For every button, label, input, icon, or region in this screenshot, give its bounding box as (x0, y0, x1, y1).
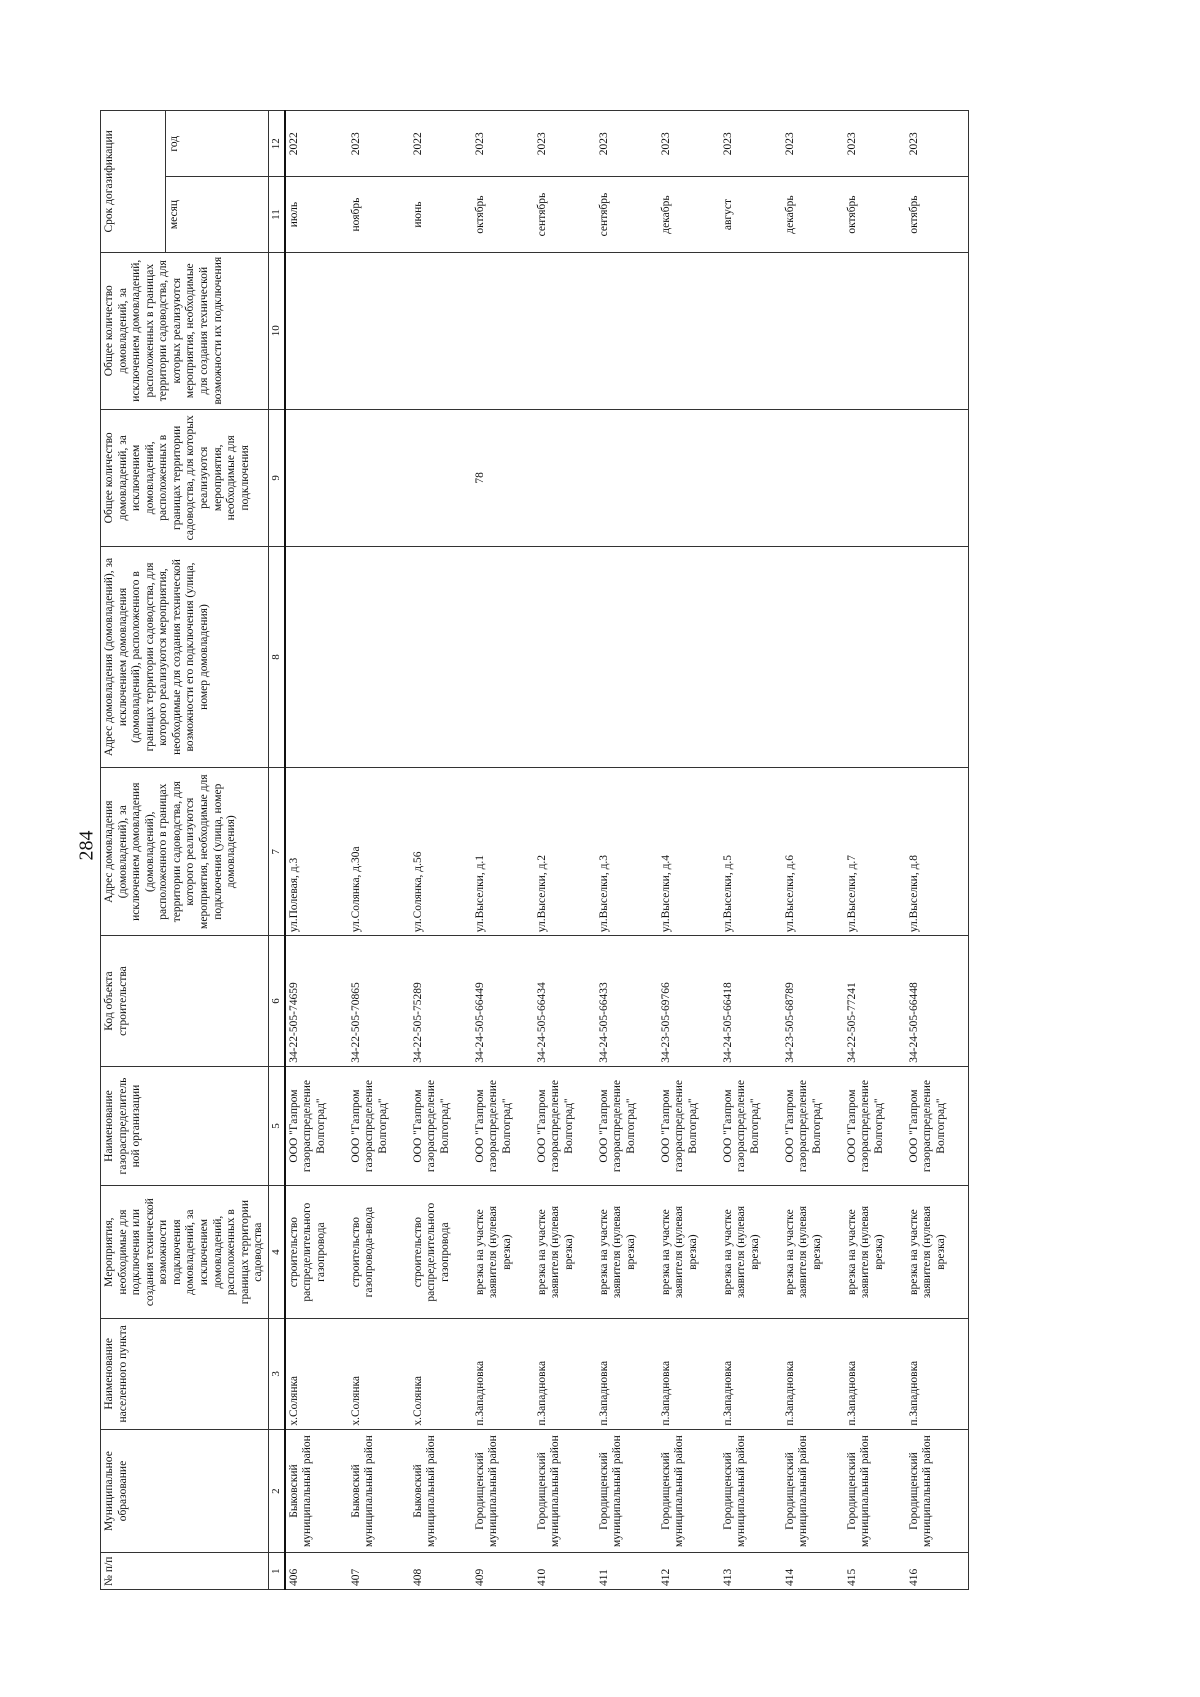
cell-month: декабрь (782, 177, 844, 252)
cell-object-code: 34-23-505-69766 (658, 936, 720, 1067)
cell-municipality: Городищенский муниципальный район (906, 1429, 969, 1553)
cell-count-connection (906, 409, 969, 546)
cell-year: 2023 (348, 111, 410, 177)
cell-address-capability (844, 546, 906, 767)
table-row (534, 111, 596, 1590)
header-count-capability: Общее количество домовладений, за исключением домовладений, расположенных в границах территории садоводства, для которых реализуются мероприятия, необходимые для создания технической возможности их подключения (101, 252, 269, 409)
cell-gas-org: ООО "Газпром газораспределение Волгоград" (844, 1066, 906, 1185)
cell-count-capability (658, 252, 720, 409)
cell-address-capability (472, 546, 534, 767)
column-number: 7 (268, 768, 284, 936)
cell-month: сентябрь (596, 177, 658, 252)
cell-month: октябрь (844, 177, 906, 252)
column-number: 9 (268, 409, 284, 546)
cell-address-connection: ул.Выселки, д.8 (906, 768, 969, 936)
cell-count-connection (534, 409, 596, 546)
rotated-table-container (100, 110, 1080, 1590)
cell-object-code: 34-22-505-74659 (285, 936, 348, 1067)
cell-object-code: 34-24-505-66434 (534, 936, 596, 1067)
cell-count-connection (782, 409, 844, 546)
cell-number: 414 (782, 1553, 844, 1590)
cell-year: 2023 (596, 111, 658, 177)
column-number: 11 (268, 177, 284, 252)
cell-year: 2023 (906, 111, 969, 177)
cell-month: декабрь (658, 177, 720, 252)
cell-address-capability (720, 546, 782, 767)
header-settlement: Наименование населенного пункта (101, 1319, 269, 1430)
gasification-table (100, 110, 969, 1590)
cell-address-connection: ул.Выселки, д.3 (596, 768, 658, 936)
cell-number: 416 (906, 1553, 969, 1590)
cell-municipality: Городищенский муниципальный район (844, 1429, 906, 1553)
cell-gas-org: ООО "Газпром газораспределение Волгоград" (348, 1066, 410, 1185)
cell-number: 415 (844, 1553, 906, 1590)
column-number: 1 (268, 1553, 284, 1590)
cell-address-connection: ул.Выселки, д.1 (472, 768, 534, 936)
cell-count-capability (844, 252, 906, 409)
header-row (101, 111, 166, 1590)
header-municipality: Муниципальное образование (101, 1429, 269, 1553)
cell-gas-org: ООО "Газпром газораспределение Волгоград" (782, 1066, 844, 1185)
cell-settlement: х.Солянка (410, 1319, 472, 1430)
header-gas-org: Наименование газораспределитель ной организации (101, 1066, 269, 1185)
cell-gas-org: ООО "Газпром газораспределение Волгоград" (658, 1066, 720, 1185)
cell-municipality: Городищенский муниципальный район (720, 1429, 782, 1553)
column-number: 12 (268, 111, 284, 177)
cell-year: 2023 (782, 111, 844, 177)
header-events: Мероприятия, необходимые для подключения или создания технической возможности подключения домовладений, за исключением домовладений, расположенных в границах территории садоводства (101, 1186, 269, 1319)
cell-event: врезка на участке заявителя (нулевая врезка) (906, 1186, 969, 1319)
cell-address-capability (782, 546, 844, 767)
cell-address-capability (596, 546, 658, 767)
cell-address-capability (906, 546, 969, 767)
column-number: 6 (268, 936, 284, 1067)
cell-count-capability (285, 252, 348, 409)
table-row (348, 111, 410, 1590)
cell-settlement: п.Западновка (658, 1319, 720, 1430)
cell-object-code: 34-22-505-75289 (410, 936, 472, 1067)
table-row (285, 111, 348, 1590)
cell-settlement: п.Западновка (720, 1319, 782, 1430)
cell-count-connection (596, 409, 658, 546)
table-row (782, 111, 844, 1590)
cell-year: 2022 (285, 111, 348, 177)
column-number: 8 (268, 546, 284, 767)
cell-month: ноябрь (348, 177, 410, 252)
header-number: № п/п (101, 1553, 269, 1590)
cell-gas-org: ООО "Газпром газораспределение Волгоград" (906, 1066, 969, 1185)
header-object-code: Код объекта строительства (101, 936, 269, 1067)
cell-year: 2023 (844, 111, 906, 177)
page-number: 284 (75, 830, 98, 861)
cell-number: 408 (410, 1553, 472, 1590)
cell-gas-org: ООО "Газпром газораспределение Волгоград" (410, 1066, 472, 1185)
cell-event: строительство газопровода-ввода (348, 1186, 410, 1319)
cell-address-capability (285, 546, 348, 767)
cell-object-code: 34-22-505-70865 (348, 936, 410, 1067)
table-row (596, 111, 658, 1590)
cell-gas-org: ООО "Газпром газораспределение Волгоград" (720, 1066, 782, 1185)
cell-settlement: п.Западновка (472, 1319, 534, 1430)
cell-year: 2022 (410, 111, 472, 177)
cell-month: июль (285, 177, 348, 252)
table-row (720, 111, 782, 1590)
cell-count-connection (348, 409, 410, 546)
table-row (472, 111, 534, 1590)
cell-month: октябрь (906, 177, 969, 252)
cell-address-capability (410, 546, 472, 767)
header-count-connection: Общее количество домовладений, за исключением домовладений, расположенных в границах территории садоводства, для которых реализуются мероприятия, необходимые для подключения (101, 409, 269, 546)
cell-count-connection (410, 409, 472, 546)
cell-address-connection: ул.Выселки, д.4 (658, 768, 720, 936)
cell-address-connection: ул.Полевая, д.3 (285, 768, 348, 936)
cell-municipality: Городищенский муниципальный район (472, 1429, 534, 1553)
cell-count-capability (720, 252, 782, 409)
column-numbers-row (268, 111, 284, 1590)
cell-gas-org: ООО "Газпром газораспределение Волгоград" (596, 1066, 658, 1185)
cell-address-capability (348, 546, 410, 767)
table-row (906, 111, 969, 1590)
cell-event: строительство распределительного газопровода (285, 1186, 348, 1319)
cell-gas-org: ООО "Газпром газораспределение Волгоград" (472, 1066, 534, 1185)
cell-municipality: Городищенский муниципальный район (658, 1429, 720, 1553)
cell-event: строительство распределительного газопровода (410, 1186, 472, 1319)
cell-number: 412 (658, 1553, 720, 1590)
column-number: 5 (268, 1066, 284, 1185)
cell-month: июнь (410, 177, 472, 252)
cell-event: врезка на участке заявителя (нулевая врезка) (596, 1186, 658, 1319)
cell-object-code: 34-22-505-77241 (844, 936, 906, 1067)
cell-count-capability (348, 252, 410, 409)
cell-number: 411 (596, 1553, 658, 1590)
cell-municipality: Городищенский муниципальный район (596, 1429, 658, 1553)
cell-municipality: Городищенский муниципальный район (782, 1429, 844, 1553)
column-number: 2 (268, 1429, 284, 1553)
cell-settlement: п.Западновка (844, 1319, 906, 1430)
cell-municipality: Быковский муниципальный район (285, 1429, 348, 1553)
cell-event: врезка на участке заявителя (нулевая врезка) (844, 1186, 906, 1319)
header-address-capability: Адрес домовладения (домовладений), за исключением домовладения (домовладений), расположенного в границах территории садоводства, для которого реализуются мероприятия, необходимые для создания технической возможности его подключения (улица, номер домовладения) (101, 546, 269, 767)
cell-event: врезка на участке заявителя (нулевая врезка) (720, 1186, 782, 1319)
cell-address-capability (658, 546, 720, 767)
cell-count-connection (658, 409, 720, 546)
cell-address-connection: ул.Выселки, д.7 (844, 768, 906, 936)
cell-count-connection (844, 409, 906, 546)
cell-address-connection: ул.Солянка, д.56 (410, 768, 472, 936)
cell-settlement: п.Западновка (782, 1319, 844, 1430)
cell-settlement: п.Западновка (596, 1319, 658, 1430)
cell-address-connection: ул.Солянка, д.30а (348, 768, 410, 936)
table-row (410, 111, 472, 1590)
cell-month: октябрь (472, 177, 534, 252)
cell-event: врезка на участке заявителя (нулевая врезка) (782, 1186, 844, 1319)
cell-year: 2023 (472, 111, 534, 177)
cell-count-capability (410, 252, 472, 409)
cell-object-code: 34-24-505-66449 (472, 936, 534, 1067)
cell-number: 409 (472, 1553, 534, 1590)
cell-object-code: 34-24-505-66448 (906, 936, 969, 1067)
cell-municipality: Быковский муниципальный район (348, 1429, 410, 1553)
cell-object-code: 34-24-505-66418 (720, 936, 782, 1067)
cell-settlement: п.Западновка (534, 1319, 596, 1430)
cell-gas-org: ООО "Газпром газораспределение Волгоград" (285, 1066, 348, 1185)
cell-object-code: 34-24-505-66433 (596, 936, 658, 1067)
cell-year: 2023 (720, 111, 782, 177)
cell-event: врезка на участке заявителя (нулевая врезка) (658, 1186, 720, 1319)
cell-count-connection (720, 409, 782, 546)
cell-count-capability (534, 252, 596, 409)
cell-address-connection: ул.Выселки, д.2 (534, 768, 596, 936)
cell-month: август (720, 177, 782, 252)
cell-year: 2023 (658, 111, 720, 177)
cell-gas-org: ООО "Газпром газораспределение Волгоград" (534, 1066, 596, 1185)
header-address-connection: Адрес домовладения (домовладений), за исключением домовладения (домовладений), расположенного в границах территории садоводства, для которого реализуются мероприятия, необходимые для подключения (улица, номер домовладения) (101, 768, 269, 936)
header-year: год (166, 111, 269, 177)
table-row (844, 111, 906, 1590)
cell-settlement: п.Западновка (906, 1319, 969, 1430)
cell-year: 2023 (534, 111, 596, 177)
cell-settlement: х.Солянка (285, 1319, 348, 1430)
cell-municipality: Быковский муниципальный район (410, 1429, 472, 1553)
header-month: месяц (166, 177, 269, 252)
cell-number: 413 (720, 1553, 782, 1590)
cell-count-capability (596, 252, 658, 409)
cell-event: врезка на участке заявителя (нулевая врезка) (472, 1186, 534, 1319)
cell-count-capability (472, 252, 534, 409)
cell-number: 410 (534, 1553, 596, 1590)
cell-settlement: х.Солянка (348, 1319, 410, 1430)
cell-count-connection (285, 409, 348, 546)
cell-municipality: Городищенский муниципальный район (534, 1429, 596, 1553)
cell-number: 407 (348, 1553, 410, 1590)
cell-count-capability (906, 252, 969, 409)
table-row (658, 111, 720, 1590)
cell-month: сентябрь (534, 177, 596, 252)
cell-number: 406 (285, 1553, 348, 1590)
cell-address-capability (534, 546, 596, 767)
column-number: 10 (268, 252, 284, 409)
cell-object-code: 34-23-505-68789 (782, 936, 844, 1067)
table-body (285, 111, 969, 1590)
cell-count-connection: 78 (472, 409, 534, 546)
cell-address-connection: ул.Выселки, д.6 (782, 768, 844, 936)
cell-event: врезка на участке заявителя (нулевая врезка) (534, 1186, 596, 1319)
column-number: 3 (268, 1319, 284, 1430)
cell-address-connection: ул.Выселки, д.5 (720, 768, 782, 936)
column-number: 4 (268, 1186, 284, 1319)
header-deadline: Срок догазификации (101, 111, 166, 253)
cell-count-capability (782, 252, 844, 409)
